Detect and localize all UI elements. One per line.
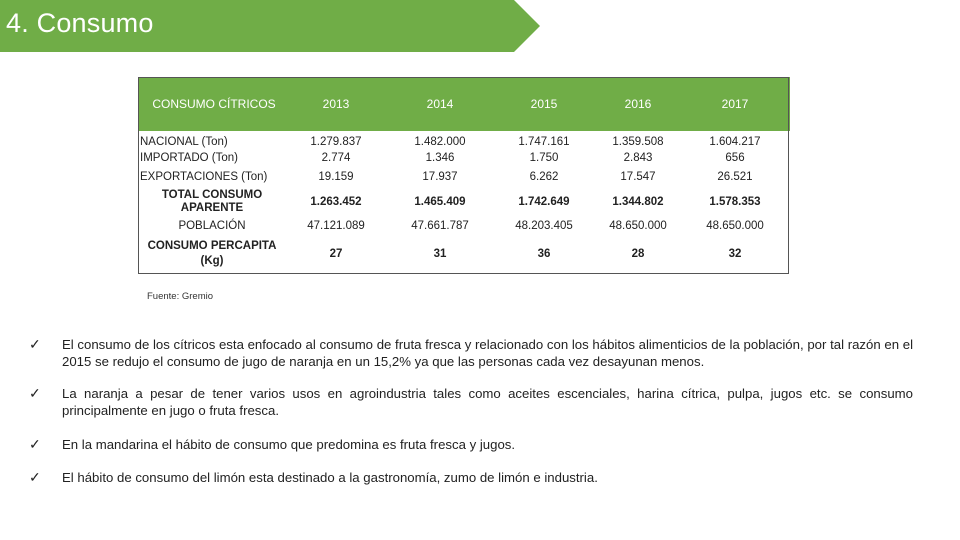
table-cell: 48.650.000 (706, 220, 764, 232)
row-label: CONSUMO PERCAPITA (Kg) (147, 239, 277, 267)
table-cell: 19.159 (318, 171, 354, 183)
bullet-list (29, 336, 913, 486)
table-cell: 36 (537, 247, 551, 260)
page-title: 4. Consumo (6, 8, 154, 38)
table-cell: 26.521 (717, 171, 753, 183)
table-cell: 1.482.000 (414, 136, 466, 148)
row-label: TOTAL CONSUMO APARENTE (161, 189, 263, 214)
bullet-item (29, 436, 913, 453)
table-cell: 27 (329, 247, 343, 260)
table-cell: 2.843 (623, 152, 653, 164)
bullet-item (29, 469, 913, 486)
table-corner-label: CONSUMO CÍTRICOS (138, 77, 284, 131)
table-cell: 1.359.508 (612, 136, 664, 148)
bullet-text: La naranja a pesar de tener varios usos en agroindustria tales como aceites escenciales, harina cítrica, pulpa, jugos etc. se consumo principalmente en jugo o fruta fresca. (62, 386, 913, 418)
table-cell: 48.650.000 (609, 220, 667, 232)
table-cell: 17.937 (422, 171, 458, 183)
bullet-item (29, 336, 913, 370)
bullet-text: El hábito de consumo del limón esta destinado a la gastronomía, zumo de limón e industria. (62, 470, 598, 485)
row-label: NACIONAL (Ton) (140, 136, 228, 148)
checkmark-icon: ✓ (29, 469, 41, 485)
year-header: 2017 (680, 77, 790, 131)
table-header-row (138, 77, 790, 131)
table-cell: 1.465.409 (414, 196, 466, 208)
consumption-table (138, 77, 790, 272)
table-row (138, 167, 790, 187)
table-row (138, 217, 790, 235)
row-label: IMPORTADO (Ton) (140, 152, 238, 164)
table-cell: 656 (725, 152, 745, 164)
table-cell: 1.750 (529, 152, 559, 164)
table-row (138, 131, 790, 149)
table-cell: 31 (433, 247, 447, 260)
table-cell: 2.774 (321, 152, 351, 164)
table-cell: 48.203.405 (515, 220, 573, 232)
bullet-text: El consumo de los cítricos esta enfocado al consumo de fruta fresca y relacionado con los hábitos alimenticios de la población, por tal razón en el 2015 se redujo el consumo de jugo de naranja en un 15,2% ya que las personas cada vez desayunan menos. (62, 337, 913, 369)
table-cell: 1.263.452 (310, 196, 362, 208)
row-label: POBLACIÓN (178, 220, 246, 232)
checkmark-icon: ✓ (29, 336, 41, 352)
table-cell: 32 (728, 247, 742, 260)
table-row (138, 149, 790, 167)
table-cell: 1.747.161 (518, 136, 570, 148)
table-cell: 1.346 (425, 152, 455, 164)
table-row (138, 187, 790, 217)
table-cell: 28 (631, 247, 645, 260)
title-banner (0, 0, 540, 52)
year-header: 2014 (388, 77, 492, 131)
table-row (138, 235, 790, 272)
table-cell: 47.121.089 (307, 220, 365, 232)
row-label: EXPORTACIONES (Ton) (140, 171, 268, 183)
table-cell: 1.279.837 (310, 136, 362, 148)
table-cell: 1.742.649 (518, 196, 570, 208)
table-cell: 6.262 (529, 171, 559, 183)
year-header: 2016 (596, 77, 680, 131)
year-header: 2015 (492, 77, 596, 131)
source-note: Fuente: Gremio (147, 291, 213, 302)
table-cell: 1.578.353 (709, 196, 761, 208)
table-cell: 1.604.217 (709, 136, 761, 148)
bullet-text: En la mandarina el hábito de consumo que predomina es fruta fresca y jugos. (62, 437, 516, 452)
year-header: 2013 (284, 77, 388, 131)
table-cell: 1.344.802 (612, 196, 664, 208)
bullet-item (29, 385, 913, 419)
checkmark-icon: ✓ (29, 436, 41, 452)
table-cell: 47.661.787 (411, 220, 469, 232)
table-cell: 17.547 (620, 171, 656, 183)
checkmark-icon: ✓ (29, 385, 41, 401)
